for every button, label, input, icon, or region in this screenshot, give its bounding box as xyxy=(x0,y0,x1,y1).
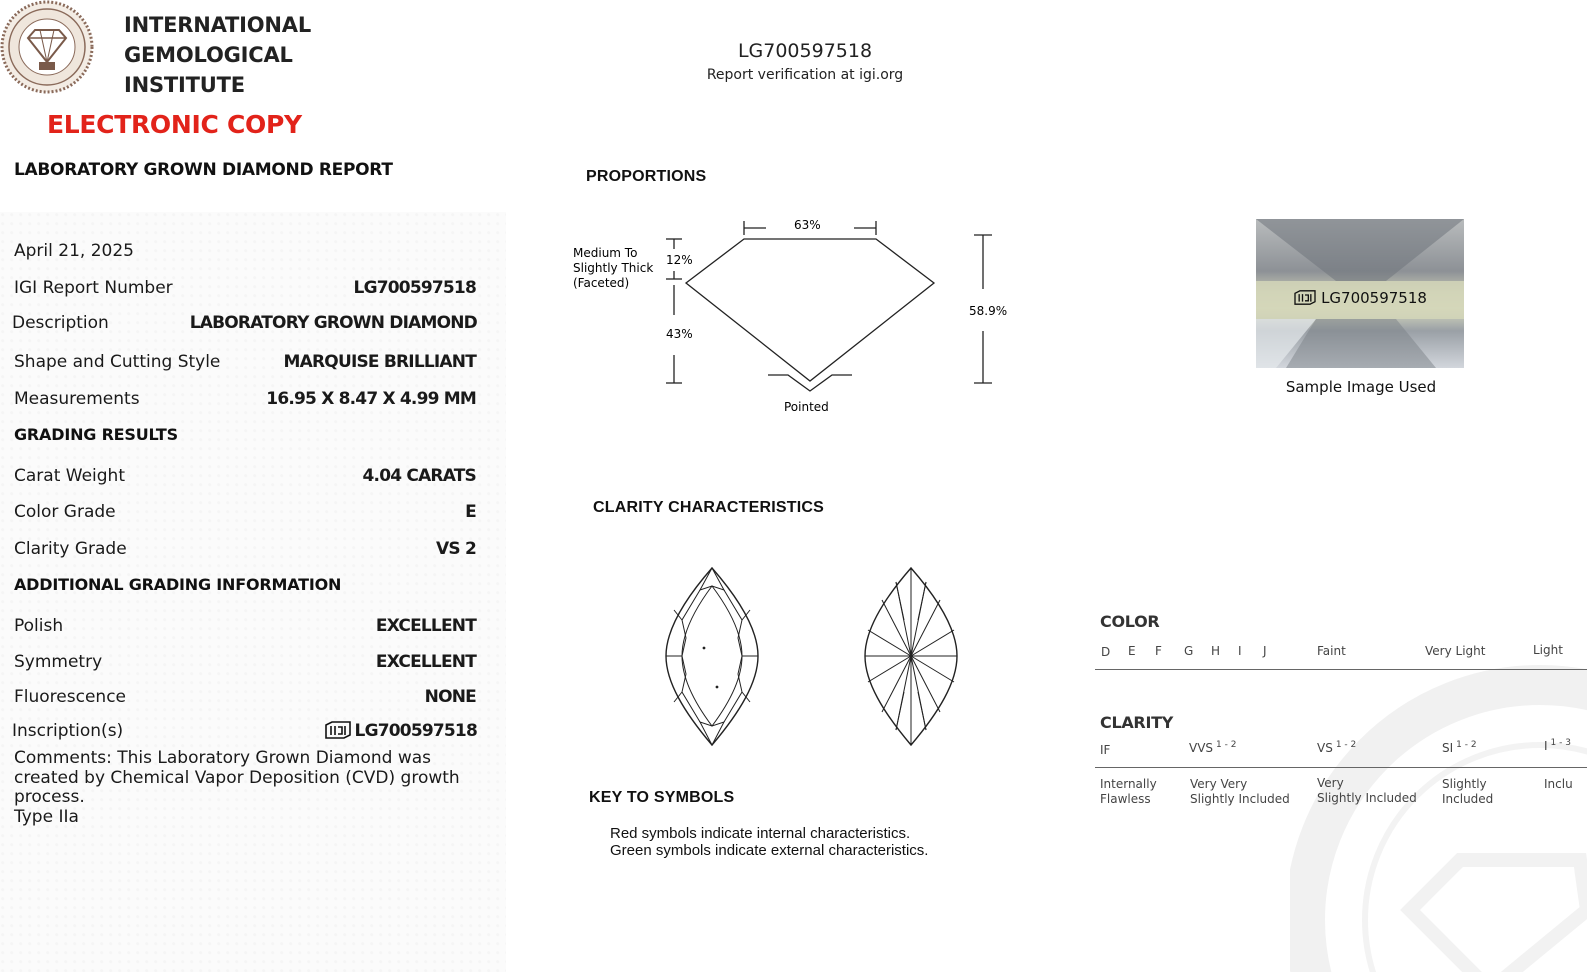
grading-results-heading: GRADING RESULTS xyxy=(14,425,178,444)
comments-line: created by Chemical Vapor Deposition (CVD) growth xyxy=(14,767,460,788)
grading-label: Clarity Grade xyxy=(14,539,127,559)
igi-watermark-seal xyxy=(1290,660,1587,972)
clarity-grade-si: SI $^{1 - 2}$ xyxy=(1442,740,1477,755)
color-grade-f: F xyxy=(1155,644,1162,658)
girdle-line-1: Medium To xyxy=(573,246,638,260)
proportions-heading: PROPORTIONS xyxy=(586,168,707,185)
color-range-light: Light xyxy=(1533,643,1563,657)
girdle-line-2: Slightly Thick xyxy=(573,261,654,275)
clarity-desc-vs: Very Slightly Included xyxy=(1317,776,1417,805)
report-verification-link[interactable]: Report verification at igi.org xyxy=(706,67,904,83)
organization-name xyxy=(124,10,311,100)
additional-value xyxy=(324,721,477,741)
comments-line: process. xyxy=(14,787,85,807)
inscription-value: LG700597518 xyxy=(354,721,477,741)
comments-block xyxy=(14,749,484,827)
color-scale-heading: COLOR xyxy=(1100,612,1160,631)
igi-inscription-icon xyxy=(324,721,352,739)
detail-value: 16.95 X 8.47 X 4.99 MM xyxy=(266,389,476,409)
sample-inscription-row xyxy=(1256,289,1464,307)
detail-value: MARQUISE BRILLIANT xyxy=(283,352,476,372)
key-internal-line: Red symbols indicate internal characteristics. xyxy=(610,825,911,842)
key-external-line: Green symbols indicate external characteristics. xyxy=(610,842,929,859)
sample-image-caption: Sample Image Used xyxy=(1285,378,1437,396)
detail-label: Measurements xyxy=(14,389,140,409)
clarity-desc-if: Internally Flawless xyxy=(1100,777,1157,806)
grading-label: Color Grade xyxy=(14,502,116,522)
org-line-3: INSTITUTE xyxy=(124,73,245,97)
additional-label: Fluorescence xyxy=(14,687,126,707)
detail-label: Description xyxy=(12,313,109,333)
additional-value: NONE xyxy=(424,687,476,707)
color-grade-e: E xyxy=(1128,644,1136,658)
igi-logo-seal xyxy=(0,0,96,96)
detail-label: Shape and Cutting Style xyxy=(14,352,221,372)
detail-value: LABORATORY GROWN DIAMOND xyxy=(189,313,477,333)
pavilion-percent: 43% xyxy=(666,327,693,341)
detail-value: LG700597518 xyxy=(353,278,476,298)
sample-inscription-image xyxy=(1256,219,1464,368)
org-line-1: INTERNATIONAL xyxy=(124,13,312,37)
key-to-symbols-heading: KEY TO SYMBOLS xyxy=(589,789,735,806)
clarity-desc-i: Inclu xyxy=(1544,777,1573,791)
clarity-desc-si: Slightly Included xyxy=(1442,777,1494,806)
report-number-header: LG700597518 xyxy=(737,40,873,62)
color-range-very-light: Very Light xyxy=(1425,644,1486,658)
color-grade-j: J xyxy=(1263,644,1267,658)
color-grade-i: I xyxy=(1238,644,1242,658)
proportions-diagram xyxy=(560,205,1010,425)
grading-value: VS 2 xyxy=(436,539,476,559)
grading-value: E xyxy=(465,502,476,522)
additional-value: EXCELLENT xyxy=(375,652,476,672)
grading-label: Carat Weight xyxy=(14,466,125,486)
table-percent: 63% xyxy=(794,218,821,232)
key-to-symbols-text xyxy=(610,825,928,859)
clarity-plot-diagram xyxy=(660,560,970,755)
detail-label: IGI Report Number xyxy=(14,278,173,298)
clarity-characteristics-heading: CLARITY CHARACTERISTICS xyxy=(593,499,824,516)
culet-label: Pointed xyxy=(784,400,829,414)
clarity-grade-i: I $^{1 - 3}$ xyxy=(1544,738,1571,753)
color-scale-divider xyxy=(1095,669,1587,670)
clarity-grade-if: IF xyxy=(1100,743,1111,757)
comments-line: Type IIa xyxy=(14,806,79,827)
comments-line: Comments: This Laboratory Grown Diamond was xyxy=(14,748,432,768)
sample-inscription-text: LG700597518 xyxy=(1321,289,1427,307)
additional-label: Polish xyxy=(14,616,64,636)
color-grade-h: H xyxy=(1211,644,1221,658)
total-depth-percent: 58.9% xyxy=(969,304,1008,318)
report-date: April 21, 2025 xyxy=(14,241,134,261)
additional-info-heading: ADDITIONAL GRADING INFORMATION xyxy=(14,575,342,594)
clarity-grade-vvs: VVS $^{1 - 2}$ xyxy=(1189,740,1237,755)
report-title: LABORATORY GROWN DIAMOND REPORT xyxy=(14,160,393,180)
additional-label: Symmetry xyxy=(14,652,103,672)
grading-value: 4.04 CARATS xyxy=(362,466,476,486)
clarity-desc-vvs: Very Very Slightly Included xyxy=(1190,777,1290,806)
clarity-grade-vs: VS $^{1 - 2}$ xyxy=(1317,740,1357,755)
color-grade-g: G xyxy=(1184,644,1194,658)
clarity-scale-divider xyxy=(1095,767,1587,768)
additional-value: EXCELLENT xyxy=(375,616,476,636)
igi-inscription-icon xyxy=(1293,290,1317,305)
clarity-scale-heading: CLARITY xyxy=(1100,713,1173,732)
additional-label: Inscription(s) xyxy=(12,721,124,741)
color-grade-d: D xyxy=(1101,645,1111,659)
girdle-line-3: (Faceted) xyxy=(573,276,630,290)
org-line-2: GEMOLOGICAL xyxy=(124,43,293,67)
electronic-copy-label: ELECTRONIC COPY xyxy=(47,110,302,139)
color-range-faint: Faint xyxy=(1317,644,1346,658)
crown-percent: 12% xyxy=(666,253,693,267)
